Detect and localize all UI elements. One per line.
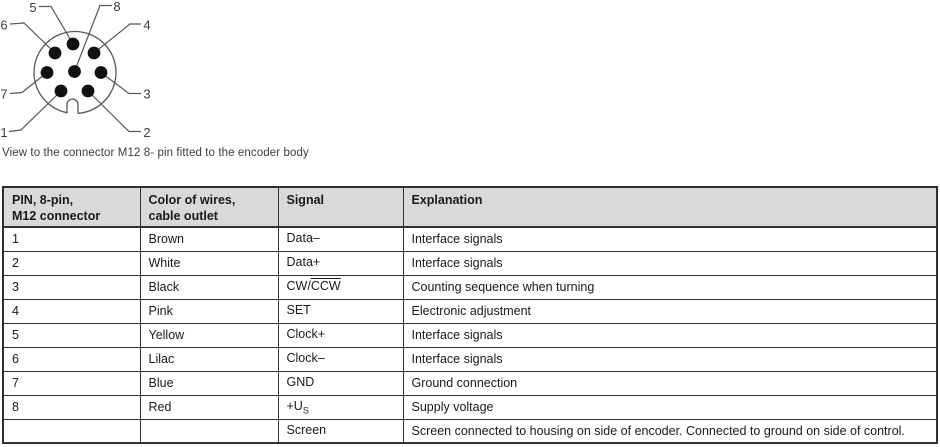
cell-signal: SET (278, 299, 403, 323)
pin-3-label: 3 (143, 86, 151, 102)
pin-8-leader-line (75, 6, 113, 72)
table-header-row (3, 187, 937, 227)
pin-4-label: 4 (143, 17, 151, 33)
cell-explanation: Interface signals (403, 227, 937, 251)
cell-pin: 4 (3, 299, 140, 323)
pin-5-dot (67, 38, 80, 51)
pin-1-label: 1 (0, 125, 8, 140)
cell-signal: $CW/\overline{CCW}$ (278, 275, 403, 299)
table-row (3, 347, 937, 371)
cell-explanation: Screen connected to housing on side of encoder. Connected to ground on side of control. (403, 419, 937, 443)
pin-6-dot (49, 47, 62, 60)
table-row (3, 275, 937, 299)
cell-wire-color: Red (140, 395, 278, 419)
col-header-wire-color: Color of wires, cable outlet (140, 187, 278, 227)
connector-diagram (0, 0, 168, 146)
pin-4-dot (88, 47, 101, 60)
cell-signal: Screen (278, 419, 403, 443)
cell-pin: 2 (3, 251, 140, 275)
cell-pin: 3 (3, 275, 140, 299)
cell-signal: Clock– (278, 347, 403, 371)
pin-3-leader-line (101, 73, 141, 94)
cell-signal: $+U_S$ (278, 395, 403, 419)
cell-explanation: Interface signals (403, 347, 937, 371)
table-row (3, 371, 937, 395)
cell-explanation: Interface signals (403, 323, 937, 347)
cell-pin: 8 (3, 395, 140, 419)
cell-pin: 6 (3, 347, 140, 371)
cell-wire-color: Blue (140, 371, 278, 395)
cell-pin: 7 (3, 371, 140, 395)
pin-8-label: 8 (113, 0, 121, 14)
cell-signal: Clock+ (278, 323, 403, 347)
pin-2-dot (82, 85, 95, 98)
cell-explanation: Electronic adjustment (403, 299, 937, 323)
pin-assignment-table (2, 186, 938, 444)
pin-1-dot (55, 85, 68, 98)
cell-pin: 1 (3, 227, 140, 251)
cell-signal: Data+ (278, 251, 403, 275)
cell-wire-color: Brown (140, 227, 278, 251)
pin-6-label: 6 (0, 17, 8, 33)
cell-explanation: Ground connection (403, 371, 937, 395)
cell-wire-color (140, 419, 278, 443)
cell-pin: 5 (3, 323, 140, 347)
pin-4-leader-line (94, 24, 141, 53)
pin-5-leader-line (39, 7, 73, 45)
cell-explanation: Counting sequence when turning (403, 275, 937, 299)
pin-3-dot (95, 66, 108, 79)
table-row (3, 251, 937, 275)
col-header-pin: PIN, 8-pin, M12 connector (3, 187, 140, 227)
m12-connector-drawing (0, 0, 168, 146)
cell-wire-color: Black (140, 275, 278, 299)
cell-wire-color: Yellow (140, 323, 278, 347)
table-row (3, 299, 937, 323)
pin-7-dot (41, 66, 54, 79)
pin-6-leader-line (10, 23, 55, 53)
cell-pin (3, 419, 140, 443)
cell-wire-color: Lilac (140, 347, 278, 371)
table-row (3, 395, 937, 419)
table-row (3, 323, 937, 347)
col-header-explanation: Explanation (403, 187, 937, 227)
pin-5-label: 5 (29, 0, 37, 15)
contact-pins (41, 38, 108, 98)
cell-explanation: Interface signals (403, 251, 937, 275)
pin-7-label: 7 (0, 86, 8, 102)
cell-wire-color: White (140, 251, 278, 275)
cell-explanation: Supply voltage (403, 395, 937, 419)
table-row (3, 419, 937, 443)
cell-signal: GND (278, 371, 403, 395)
pin-2-label: 2 (143, 125, 151, 140)
pin-1-leader-line (9, 91, 61, 132)
col-header-signal: Signal (278, 187, 403, 227)
pin-2-leader-line (88, 91, 141, 132)
cell-signal: Data– (278, 227, 403, 251)
cell-wire-color: Pink (140, 299, 278, 323)
diagram-caption: View to the connector M12 8- pin fitted to the encoder body (2, 147, 309, 159)
pin-8-dot (68, 65, 81, 78)
table-row (3, 227, 937, 251)
